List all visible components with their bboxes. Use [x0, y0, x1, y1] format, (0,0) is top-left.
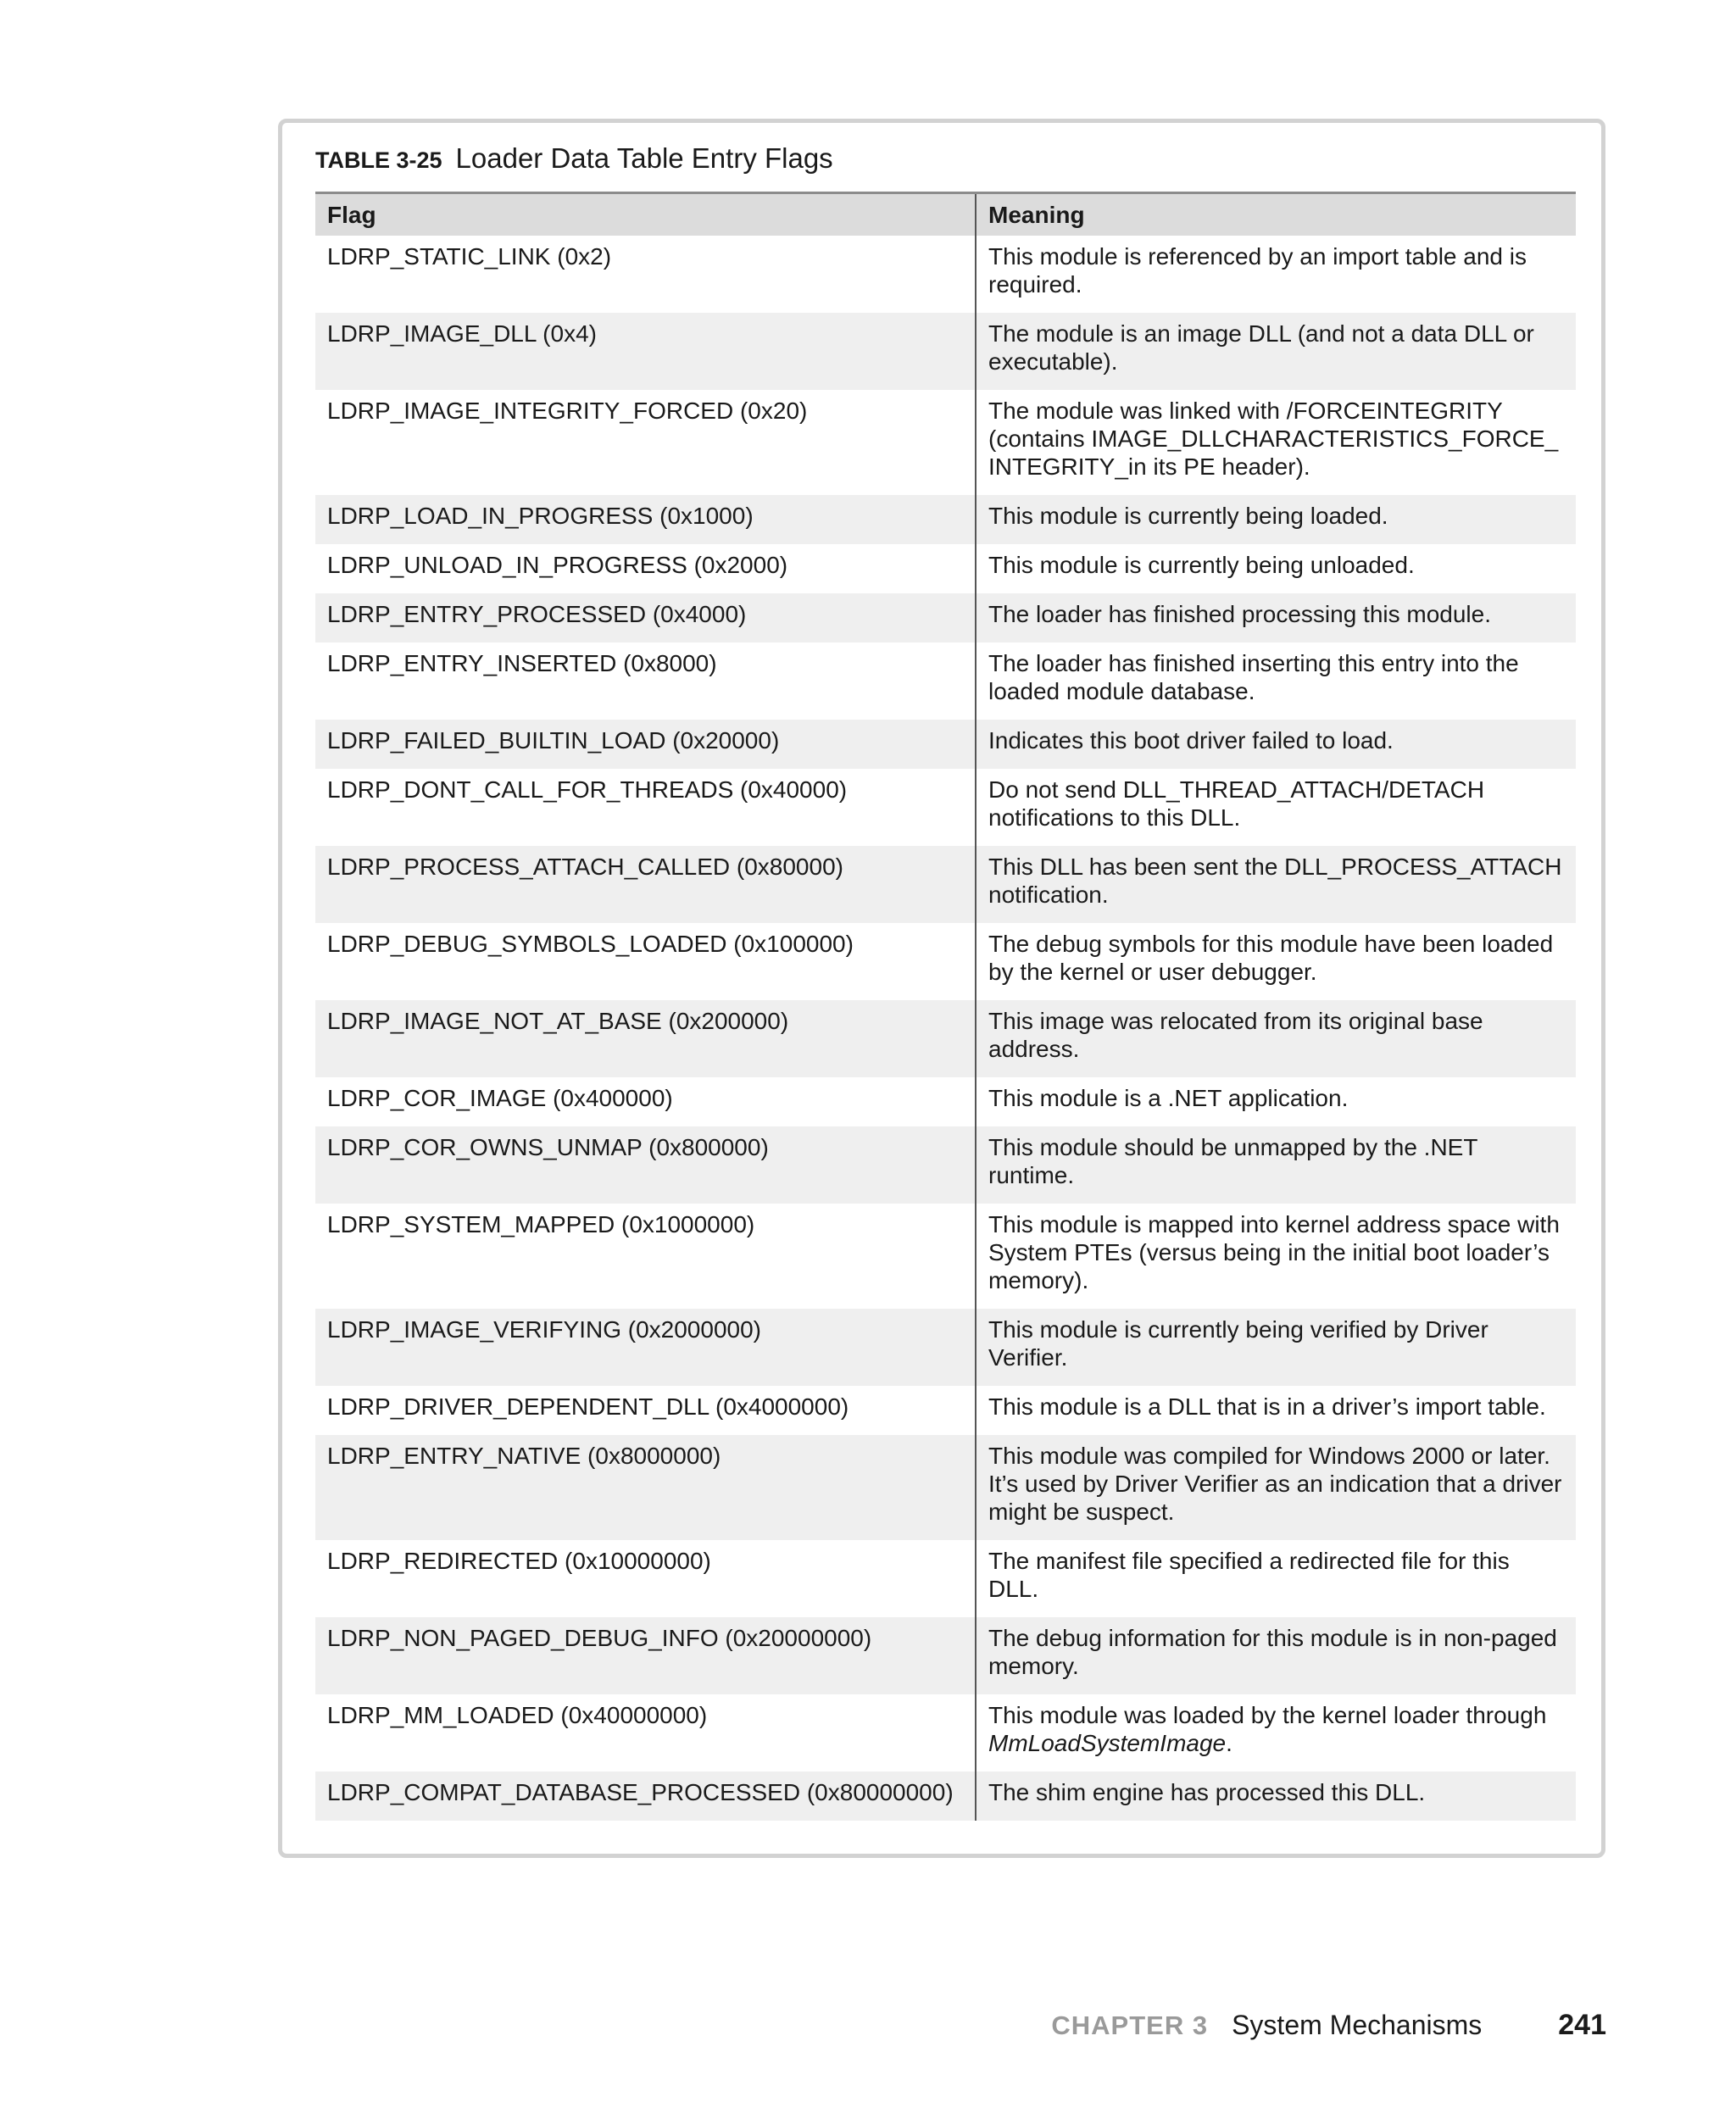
meaning-text: This module is currently being verified by Driver Verifier.: [988, 1316, 1488, 1371]
footer-section: System Mechanisms: [1232, 2010, 1483, 2040]
meaning-text: The module is an image DLL (and not a data DLL or executable).: [988, 320, 1534, 375]
meaning-text: The debug symbols for this module have been loaded by the kernel or user debugger.: [988, 931, 1554, 985]
table-row: [315, 390, 1576, 495]
meaning-emphasis: MmLoadSystemImage: [988, 1730, 1227, 1756]
table-row: [315, 1435, 1576, 1540]
table-row: [315, 1694, 1576, 1771]
meaning-cell: [976, 1435, 1576, 1540]
meaning-text: The manifest file specified a redirected file for this DLL.: [988, 1548, 1510, 1602]
table-row: [315, 1309, 1576, 1386]
table-row: [315, 642, 1576, 720]
table-row: [315, 720, 1576, 769]
table-row: [315, 1000, 1576, 1077]
table-row: [315, 593, 1576, 642]
meaning-cell: [976, 923, 1576, 1000]
page-number: 241: [1558, 2009, 1606, 2041]
table-row: [315, 1386, 1576, 1435]
flag-cell: LDRP_IMAGE_INTEGRITY_FORCED (0x20): [315, 390, 976, 495]
table-number: TABLE 3-25: [315, 147, 442, 173]
meaning-cell: [976, 720, 1576, 769]
footer-chapter: CHAPTER 3: [1051, 2011, 1209, 2040]
flag-cell: LDRP_ENTRY_NATIVE (0x8000000): [315, 1435, 976, 1540]
flag-cell: LDRP_ENTRY_INSERTED (0x8000): [315, 642, 976, 720]
meaning-text: This module is mapped into kernel address space with System PTEs (versus being in the initial boot loader’s memory).: [988, 1211, 1560, 1293]
table-row: [315, 1540, 1576, 1617]
flag-cell: LDRP_LOAD_IN_PROGRESS (0x1000): [315, 495, 976, 544]
meaning-cell: [976, 1694, 1576, 1771]
flag-cell: LDRP_IMAGE_DLL (0x4): [315, 313, 976, 390]
flag-cell: LDRP_IMAGE_NOT_AT_BASE (0x200000): [315, 1000, 976, 1077]
meaning-text: Indicates this boot driver failed to load.: [988, 727, 1394, 754]
meaning-cell: [976, 1077, 1576, 1126]
meaning-text: This module is referenced by an import table and is required.: [988, 243, 1527, 298]
meaning-tail: .: [1226, 1730, 1232, 1756]
meaning-cell: [976, 1309, 1576, 1386]
meaning-cell: [976, 642, 1576, 720]
table-row: [315, 846, 1576, 923]
meaning-cell: [976, 1386, 1576, 1435]
flag-cell: LDRP_COR_IMAGE (0x400000): [315, 1077, 976, 1126]
meaning-cell: [976, 846, 1576, 923]
meaning-text: This module was compiled for Windows 2000 or later. It’s used by Driver Verifier as an indication that a driver might be suspect.: [988, 1443, 1562, 1525]
table-row: [315, 236, 1576, 313]
meaning-text: This module was loaded by the kernel loader through: [988, 1702, 1547, 1728]
flags-table: [315, 192, 1576, 1821]
flag-cell: LDRP_REDIRECTED (0x10000000): [315, 1540, 976, 1617]
flag-cell: LDRP_NON_PAGED_DEBUG_INFO (0x20000000): [315, 1617, 976, 1694]
table-row: [315, 923, 1576, 1000]
flag-cell: LDRP_PROCESS_ATTACH_CALLED (0x80000): [315, 846, 976, 923]
meaning-cell: [976, 1540, 1576, 1617]
flag-cell: LDRP_STATIC_LINK (0x2): [315, 236, 976, 313]
flag-cell: LDRP_MM_LOADED (0x40000000): [315, 1694, 976, 1771]
table-row: [315, 1204, 1576, 1309]
meaning-text: The debug information for this module is in non-paged memory.: [988, 1625, 1557, 1679]
meaning-cell: [976, 236, 1576, 313]
meaning-cell: [976, 544, 1576, 593]
table-row: [315, 1771, 1576, 1821]
flag-cell: LDRP_DEBUG_SYMBOLS_LOADED (0x100000): [315, 923, 976, 1000]
meaning-text: This module is a DLL that is in a driver’s import table.: [988, 1393, 1546, 1420]
meaning-text: This module should be unmapped by the .NET runtime.: [988, 1134, 1477, 1188]
meaning-text: The shim engine has processed this DLL.: [988, 1779, 1426, 1805]
meaning-text: This DLL has been sent the DLL_PROCESS_ATTACH notification.: [988, 854, 1562, 908]
meaning-cell: [976, 1771, 1576, 1821]
table-row: [315, 1077, 1576, 1126]
meaning-cell: [976, 1204, 1576, 1309]
table-row: [315, 1126, 1576, 1204]
meaning-text: The loader has finished processing this module.: [988, 601, 1492, 627]
table-title: Loader Data Table Entry Flags: [455, 142, 833, 174]
meaning-text: This module is a .NET application.: [988, 1085, 1349, 1111]
header-flag: Flag: [315, 193, 976, 236]
meaning-cell: [976, 495, 1576, 544]
meaning-cell: [976, 1617, 1576, 1694]
meaning-text: The module was linked with /FORCEINTEGRITY (contains IMAGE_DLLCHARACTERISTICS_FORCE_ INTEGRITY_in its PE header).: [988, 398, 1559, 480]
flag-cell: LDRP_SYSTEM_MAPPED (0x1000000): [315, 1204, 976, 1309]
flag-cell: LDRP_COR_OWNS_UNMAP (0x800000): [315, 1126, 976, 1204]
table-row: [315, 313, 1576, 390]
flag-cell: LDRP_UNLOAD_IN_PROGRESS (0x2000): [315, 544, 976, 593]
header-meaning: Meaning: [976, 193, 1576, 236]
meaning-cell: [976, 1126, 1576, 1204]
page-footer: [1051, 2009, 1606, 2049]
meaning-cell: [976, 769, 1576, 846]
table-row: [315, 769, 1576, 846]
flag-cell: LDRP_DONT_CALL_FOR_THREADS (0x40000): [315, 769, 976, 846]
table-row: [315, 1617, 1576, 1694]
meaning-cell: [976, 593, 1576, 642]
meaning-text: This module is currently being unloaded.: [988, 552, 1415, 578]
flag-cell: LDRP_FAILED_BUILTIN_LOAD (0x20000): [315, 720, 976, 769]
meaning-text: The loader has finished inserting this entry into the loaded module database.: [988, 650, 1519, 704]
flag-cell: LDRP_COMPAT_DATABASE_PROCESSED (0x80000000): [315, 1771, 976, 1821]
meaning-cell: [976, 390, 1576, 495]
table-row: [315, 495, 1576, 544]
meaning-text: Do not send DLL_THREAD_ATTACH/DETACH notifications to this DLL.: [988, 776, 1485, 831]
meaning-text: This image was relocated from its original base address.: [988, 1008, 1483, 1062]
meaning-cell: [976, 1000, 1576, 1077]
table-caption: [315, 142, 833, 180]
meaning-text: This module is currently being loaded.: [988, 503, 1388, 529]
table-row: [315, 544, 1576, 593]
table-header-row: [315, 193, 1576, 236]
flag-cell: LDRP_IMAGE_VERIFYING (0x2000000): [315, 1309, 976, 1386]
flag-cell: LDRP_ENTRY_PROCESSED (0x4000): [315, 593, 976, 642]
meaning-cell: [976, 313, 1576, 390]
flag-cell: LDRP_DRIVER_DEPENDENT_DLL (0x4000000): [315, 1386, 976, 1435]
